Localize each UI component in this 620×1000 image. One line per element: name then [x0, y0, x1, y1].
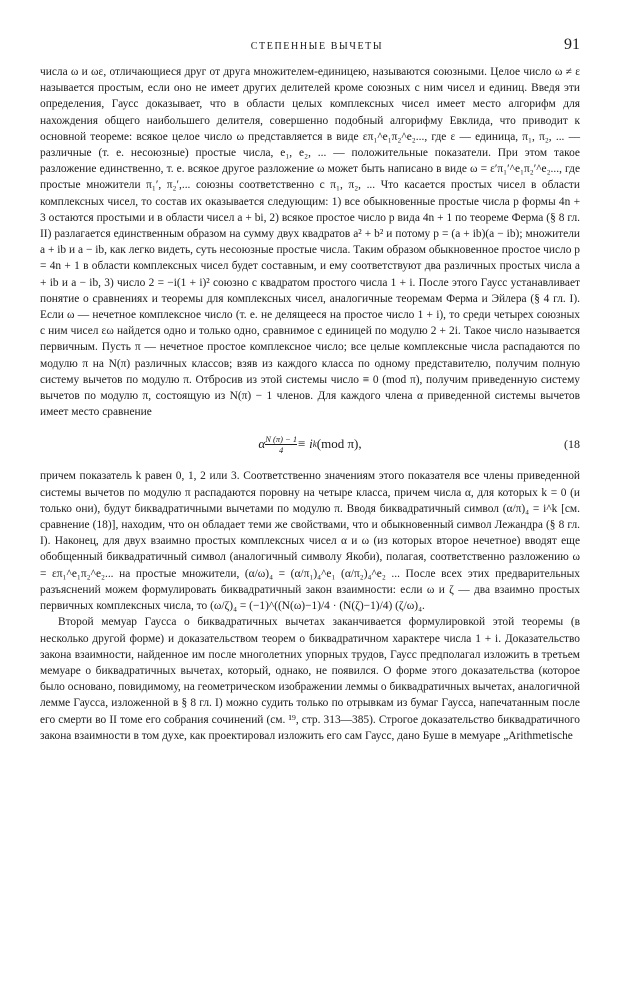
eq-exp-num: N (π) − 1	[265, 433, 298, 444]
paragraph-3: Второй мемуар Гаусса о биквадратичных вычетах заканчивается формулировкой этой теоремы (в несколько другой форме) и доказательством теорем о биквадратичном характере числа 1 + i. Доказательство закона взаимности, найденное им после многолетних упорных трудов, Гаусс предполагал изложить в третьем мемуаре о биквадратичных вычетах, который, однако, не появился. О форме этого доказательства (которое было основано, повидимому, на геометрическом изображении леммы о биквадратичных вычетах, аналогичной лемме Гаусса, изложенной в § 8 гл. I) можно судить только по отрывкам из бумаг Гаусса, напечатанным после его смерти во II томе его собрания сочинений (см. ¹⁹, стр. 313—385). Строгое доказательство биквадратичного закона взаимности в том духе, как проектировал изложить его сам Гаусс, дано Буше в мемуаре „Arithmetische	[40, 616, 580, 742]
equation-18	[40, 420, 580, 468]
eq-base: α	[258, 436, 266, 452]
eq-modulus: (mod π),	[316, 436, 362, 452]
eq-relation: ≡ i	[297, 436, 313, 452]
eq-exponent	[265, 434, 297, 455]
equation-number: (18	[564, 437, 580, 452]
running-title: СТЕПЕННЫЕ ВЫЧЕТЫ	[250, 41, 384, 52]
page-header	[40, 36, 580, 64]
page-body	[40, 64, 580, 744]
paragraph-1: числа ω и ωε, отличающиеся друг от друга множителем-единицею, называются союзными. Целое число ω ≠ ε называется простым, если оно не имеет других делителей кроме союзных с ним чисел и единиц. Введя эти определения, Гаусс доказывает, что в области целых комплексных чисел имеет место алгорифм для нахождения общего наибольшего делителя, совершенно подобный алгорифму Евклида, что приводит к основной теореме: всякое целое число ω представляется в виде επ₁^e₁π₂^e₂..., где ε — единица, π₁, π₂, ... — различные (т. е. несоюзные) простые числа, e₁, e₂, ... — положительные показатели. При этом такое разложение единственно, т. е. всякое другое разложение ω может быть написано в виде ω = ε′π₁′^e₁π₂′^e₂..., где простые множители π₁′, π₂′,... союзны соответственно с π₁, π₂, ... Что касается простых чисел в области комплексных чисел, то состав их оказывается следующим: 1) все обыкновенные простые числа p формы 4n + 3 остаются простыми и в области чисел a + bi, 2) всякое простое число p вида 4n + 1 по теореме Ферма (§ 8 гл. II) разлагается единственным образом на сумму двух квадратов a² + b² и потому p = (a + ib)(a − ib); множители a + ib и a − ib, как легко видеть, суть несоюзные простые числа. Таким образом обыкновенное простое число p = 4n + 1 в области комплексных чисел будет составным, и ему соответствуют два различных простых числа a + ib и a − ib, 3) число 2 = −i(1 + i)² союзно с квадратом простого числа 1 + i. После этого Гаусс устанавливает понятие о сравнениях и теоремы для комплексных чисел, аналогичные теоремам Ферма и Эйлера (§ 4 гл. I). Если ω — нечетное комплексное число (т. е. не делящееся на простое число 1 + i), то среди четырех союзных с ним чисел εω найдется одно и только одно, сравнимое с единицей по модулю 2 + 2i. Такое число называется первичным. Пусть π — нечетное простое комплексное число; все целые комплексные числа распадаются по модулю π на N(π) различных классов; взяв из каждого класса по одному представителю, получим полную систему вычетов по модулю π. Отбросив из этой системы число ≡ 0 (mod π), получим приведенную систему вычетов по модулю π, состоящую из N(π) − 1 членов. Для каждого члена α приведенной системы вычетов имеет место сравнение	[40, 66, 580, 419]
paragraph-2: причем показатель k равен 0, 1, 2 или 3. Соответственно значениям этого показателя все члены приведенной системы вычетов по модулю π распадаются поровну на четыре класса, причем числа α, для которых k = 0 (и только они), будут биквадратичными вычетами по модулю π. Вводя биквадратичный символ (α/π)₄ = i^k [см. сравнение (18)], находим, что он обладает теми же свойствами, что и обыкновенный символ Лежандра (§ 8 гл. I). Наконец, для двух взаимно простых комплексных чисел α и ω (из которых второе нечетное) вводят еще обобщенный биквадратичный символ (аналогичный символу Якоби), полагая, соответственно разложению ω = επ₁^e₁π₂^e₂... на простые множители, (α/ω)₄ = (α/π₁)₄^e₁ (α/π₂)₄^e₂ ... После всех этих предварительных разъяснений можем формулировать биквадратичный закон взаимности: если ω и ζ — два взаимно простых первичных комплексных числа, то (ω/ζ)₄ = (−1)^((N(ω)−1)/4 · (N(ζ)−1)/4) (ζ/ω)₄.	[40, 470, 580, 613]
page-number: 91	[564, 36, 580, 53]
eq-power: k	[312, 439, 317, 450]
eq-exp-den: 4	[279, 444, 284, 455]
